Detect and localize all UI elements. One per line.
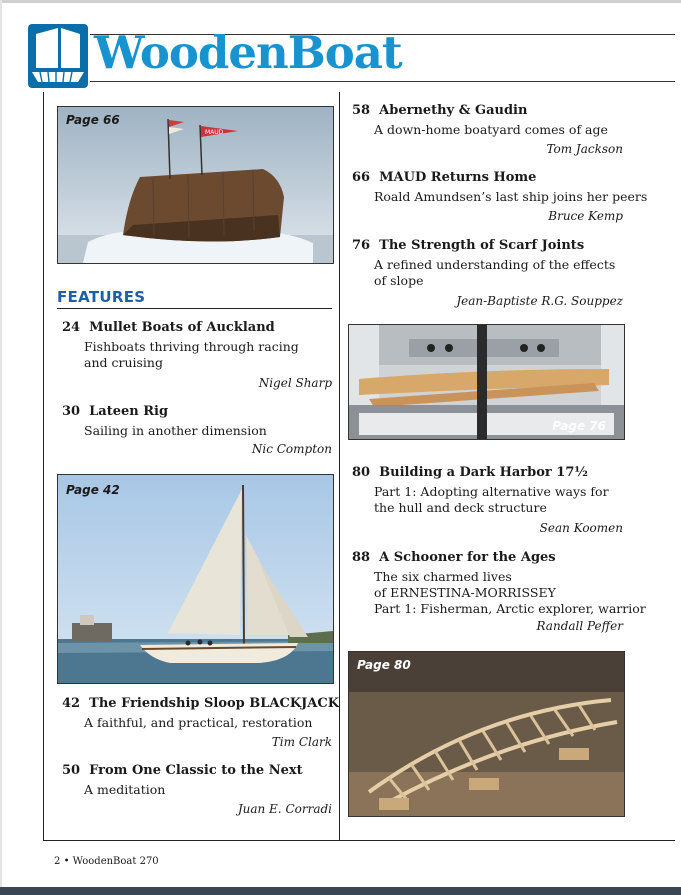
photo-label-page-76: Page 76 [552,419,606,433]
left-frame-rule [43,92,44,840]
article-title: 76 The Strength of Scarf Joints [352,238,585,253]
photo-blackjack [57,474,334,684]
article-author: Nic Compton [251,442,332,456]
footer-bullet: • [63,856,70,867]
article-66[interactable] [352,170,648,224]
article-author: Bruce Kemp [548,209,623,223]
article-desc-line: A meditation [84,782,166,797]
article-author: Tim Clark [271,735,332,749]
article-title: 42 The Friendship Sloop BLACKJACK [62,696,340,711]
article-title: 24 Mullet Boats of Auckland [62,320,275,335]
article-30[interactable] [62,404,332,457]
masthead-bottom-rule [90,81,675,82]
article-58[interactable] [352,103,623,157]
photo-scarf-joint [348,324,625,440]
article-42[interactable] [62,696,340,750]
bottom-frame-rule [43,840,675,841]
article-24[interactable] [62,320,332,391]
masthead-title: WoodenBoat [94,26,402,79]
article-author: Juan E. Corradi [237,802,332,816]
article-desc-line: Part 1: Adopting alternative ways for [374,484,609,499]
article-desc-line: Fishboats thriving through racing [84,339,299,354]
article-desc-line: of slope [374,273,424,288]
photo-label-page-80: Page 80 [357,658,411,672]
article-title: 50 From One Classic to the Next [62,763,303,778]
article-title: 30 Lateen Rig [62,404,169,419]
article-76[interactable] [352,238,623,309]
article-88[interactable] [352,550,646,634]
article-author: Jean-Baptiste R.G. Souppez [456,294,623,308]
article-author: Nigel Sharp [258,376,332,390]
article-desc-line: The six charmed lives [374,569,512,584]
article-title: 58 Abernethy & Gaudin [352,103,528,118]
article-title: 66 MAUD Returns Home [352,170,537,185]
article-desc-line: Sailing in another dimension [84,423,267,438]
article-title: 88 A Schooner for the Ages [352,550,556,565]
article-desc-line: A faithful, and practical, restoration [84,715,313,730]
article-desc-line: Roald Amundsen’s last ship joins her peers [374,189,648,204]
footer-page-number: 2 [54,856,61,867]
article-desc-line: of ERNESTINA-MORRISSEY [374,585,556,600]
photo-label-page-66: Page 66 [66,113,120,127]
article-author: Randall Peffer [536,619,623,633]
page-top-edge [0,0,681,3]
features-rule [57,308,332,309]
article-desc-line: Part 1: Fisherman, Arctic explorer, warrior [374,601,646,616]
article-80[interactable] [352,465,623,536]
photo-label-page-42: Page 42 [66,483,120,497]
page-footer [54,856,159,867]
article-desc-line: A refined understanding of the effects [374,257,616,272]
article-author: Tom Jackson [546,142,623,156]
logo-sail-icon [28,24,88,88]
article-desc-line: and cruising [84,355,163,370]
page-left-edge [0,0,2,895]
article-author: Sean Koomen [539,521,623,535]
photo-maud [57,106,334,264]
footer-issue: WoodenBoat 270 [72,856,159,867]
maud-flag-text: MAUD [205,129,224,136]
photo-dark-harbor-build [348,651,625,817]
column-rule [339,92,340,840]
page-bottom-edge [0,887,681,895]
article-50[interactable] [62,763,332,817]
article-desc-line: the hull and deck structure [374,500,547,515]
features-heading: FEATURES [57,288,146,306]
article-title: 80 Building a Dark Harbor 17½ [352,465,588,480]
article-desc-line: A down-home boatyard comes of age [374,122,608,137]
